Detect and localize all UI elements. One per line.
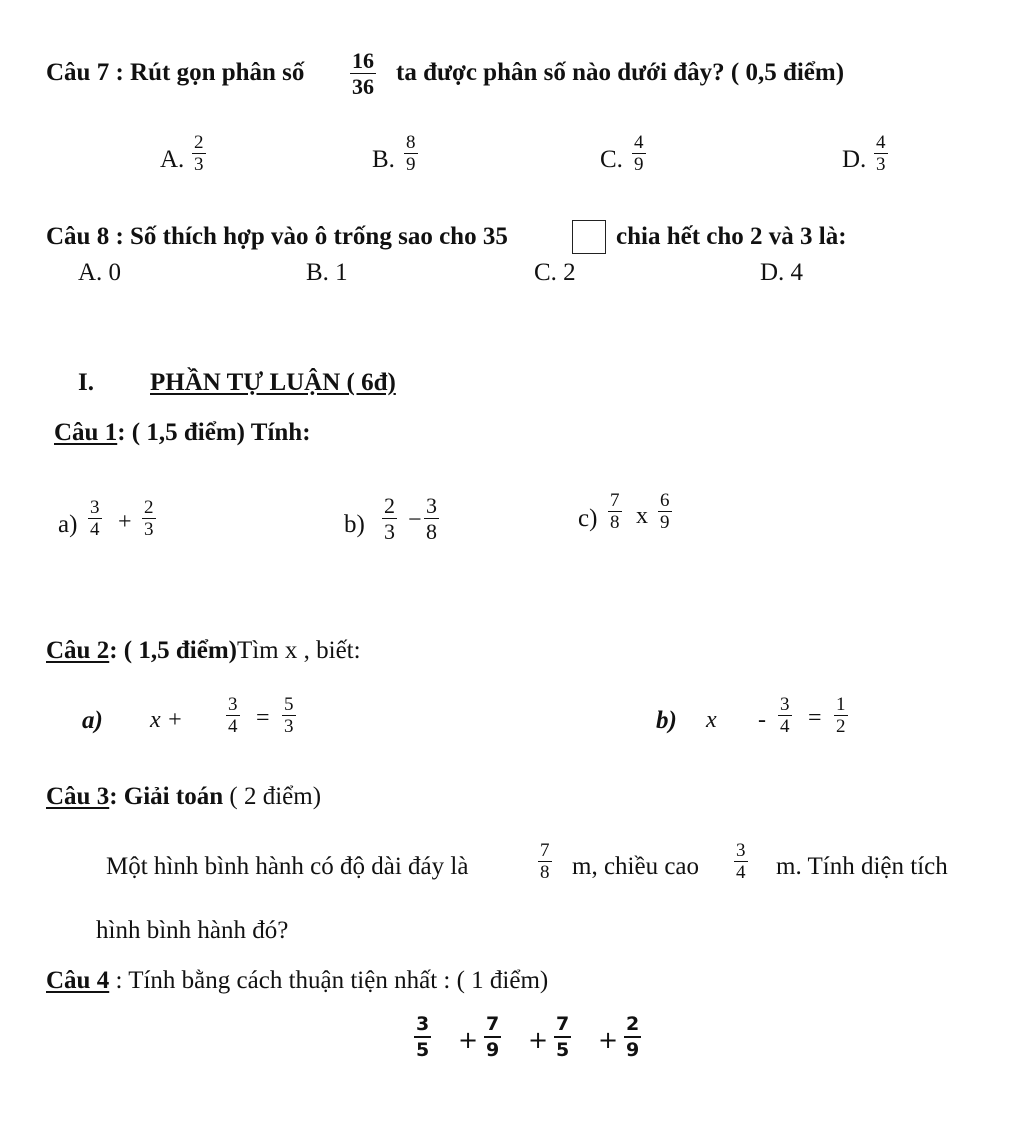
q8-prompt-continued: chia hết cho 2 và 3 là: bbox=[616, 223, 847, 250]
c2-b-label: b) bbox=[656, 707, 677, 734]
c3-problem-text-3: m. Tính diện tích bbox=[776, 853, 948, 880]
c1-b-fraction-2: $\frac{3}{8}$ bbox=[426, 493, 437, 544]
c1-c-fraction-2: $\frac{6}{9}$ bbox=[660, 490, 670, 533]
c1-b-label: b) bbox=[344, 511, 365, 538]
q8-option-a: A. 0 bbox=[78, 259, 122, 286]
c2-b-variable: x bbox=[706, 707, 717, 733]
q7-prompt: Câu 7 : Rút gọn phân số bbox=[46, 59, 305, 86]
q7-option-c: $\frac{4}{9}$ bbox=[634, 132, 644, 175]
c1-c-operator: x bbox=[636, 503, 648, 529]
q7-option-d-label: D. bbox=[842, 146, 867, 173]
c2-heading: Câu 2: ( 1,5 điểm)Tìm x , biết: bbox=[46, 637, 361, 664]
c4-term-3: $\frac{7}{5}$ bbox=[556, 1013, 570, 1061]
section-number: I. bbox=[78, 369, 94, 396]
q7-option-b-label: B. bbox=[372, 146, 395, 173]
c1-c-fraction-1: $\frac{7}{8}$ bbox=[610, 490, 620, 533]
q8-prompt: Câu 8 : Số thích hợp vào ô trống sao cho 35 bbox=[46, 223, 508, 250]
q7-option-a-label: A. bbox=[160, 146, 185, 173]
c3-fraction-base: $\frac{7}{8}$ bbox=[540, 840, 550, 883]
q7-fraction: $\frac{16}{36}$ bbox=[352, 48, 374, 99]
c4-plus-2: + bbox=[528, 1026, 549, 1054]
c2-a-label: a) bbox=[82, 707, 103, 734]
c4-term-1: $\frac{3}{5}$ bbox=[416, 1013, 430, 1061]
q8-option-b: B. 1 bbox=[306, 259, 348, 286]
c1-b-operator: − bbox=[408, 507, 422, 533]
c2-a-fraction-2: $\frac{5}{3}$ bbox=[284, 694, 294, 737]
c3-problem-text-2: m, chiều cao bbox=[572, 853, 700, 880]
c2-a-fraction-1: $\frac{3}{4}$ bbox=[228, 694, 238, 737]
c2-b-fraction-1: $\frac{3}{4}$ bbox=[780, 694, 790, 737]
c2-b-minus: - bbox=[758, 707, 766, 733]
c1-c-label: c) bbox=[578, 505, 598, 532]
c2-a-variable: x + bbox=[150, 707, 183, 733]
c4-term-4: $\frac{2}{9}$ bbox=[626, 1013, 640, 1061]
q7-option-a: $\frac{2}{3}$ bbox=[194, 132, 204, 175]
c2-b-equals: = bbox=[808, 705, 822, 731]
c1-a-operator: + bbox=[118, 509, 132, 535]
q7-option-d: $\frac{4}{3}$ bbox=[876, 132, 886, 175]
c3-problem-text-4: hình bình hành đó? bbox=[96, 917, 289, 944]
c4-term-2: $\frac{7}{9}$ bbox=[486, 1013, 500, 1061]
q7-prompt-continued: ta được phân số nào dưới đây? ( 0,5 điểm) bbox=[396, 59, 845, 86]
c4-plus-1: + bbox=[458, 1026, 479, 1054]
c4-plus-3: + bbox=[598, 1026, 619, 1054]
c1-a-fraction-1: $\frac{3}{4}$ bbox=[90, 497, 100, 540]
c4-heading: Câu 4 : Tính bằng cách thuận tiện nhất : ( 1 điểm) bbox=[46, 967, 549, 994]
q7-option-b: $\frac{8}{9}$ bbox=[406, 132, 416, 175]
section-title: PHẦN TỰ LUẬN ( 6đ) bbox=[150, 369, 396, 396]
c1-heading: Câu 1: ( 1,5 điểm) Tính: bbox=[54, 419, 311, 446]
c3-problem-text-1: Một hình bình hành có độ dài đáy là bbox=[106, 853, 469, 880]
c3-fraction-height: $\frac{3}{4}$ bbox=[736, 840, 746, 883]
c1-b-fraction-1: $\frac{2}{3}$ bbox=[384, 493, 395, 544]
c3-heading: Câu 3: Giải toán ( 2 điểm) bbox=[46, 783, 322, 810]
q8-option-c: C. 2 bbox=[534, 259, 576, 286]
q8-option-d: D. 4 bbox=[760, 259, 804, 286]
q8-blank-box bbox=[572, 220, 606, 254]
c1-a-label: a) bbox=[58, 511, 78, 538]
c2-a-equals: = bbox=[256, 705, 270, 731]
c2-b-fraction-2: $\frac{1}{2}$ bbox=[836, 694, 846, 737]
c1-a-fraction-2: $\frac{2}{3}$ bbox=[144, 497, 154, 540]
q7-option-c-label: C. bbox=[600, 146, 623, 173]
